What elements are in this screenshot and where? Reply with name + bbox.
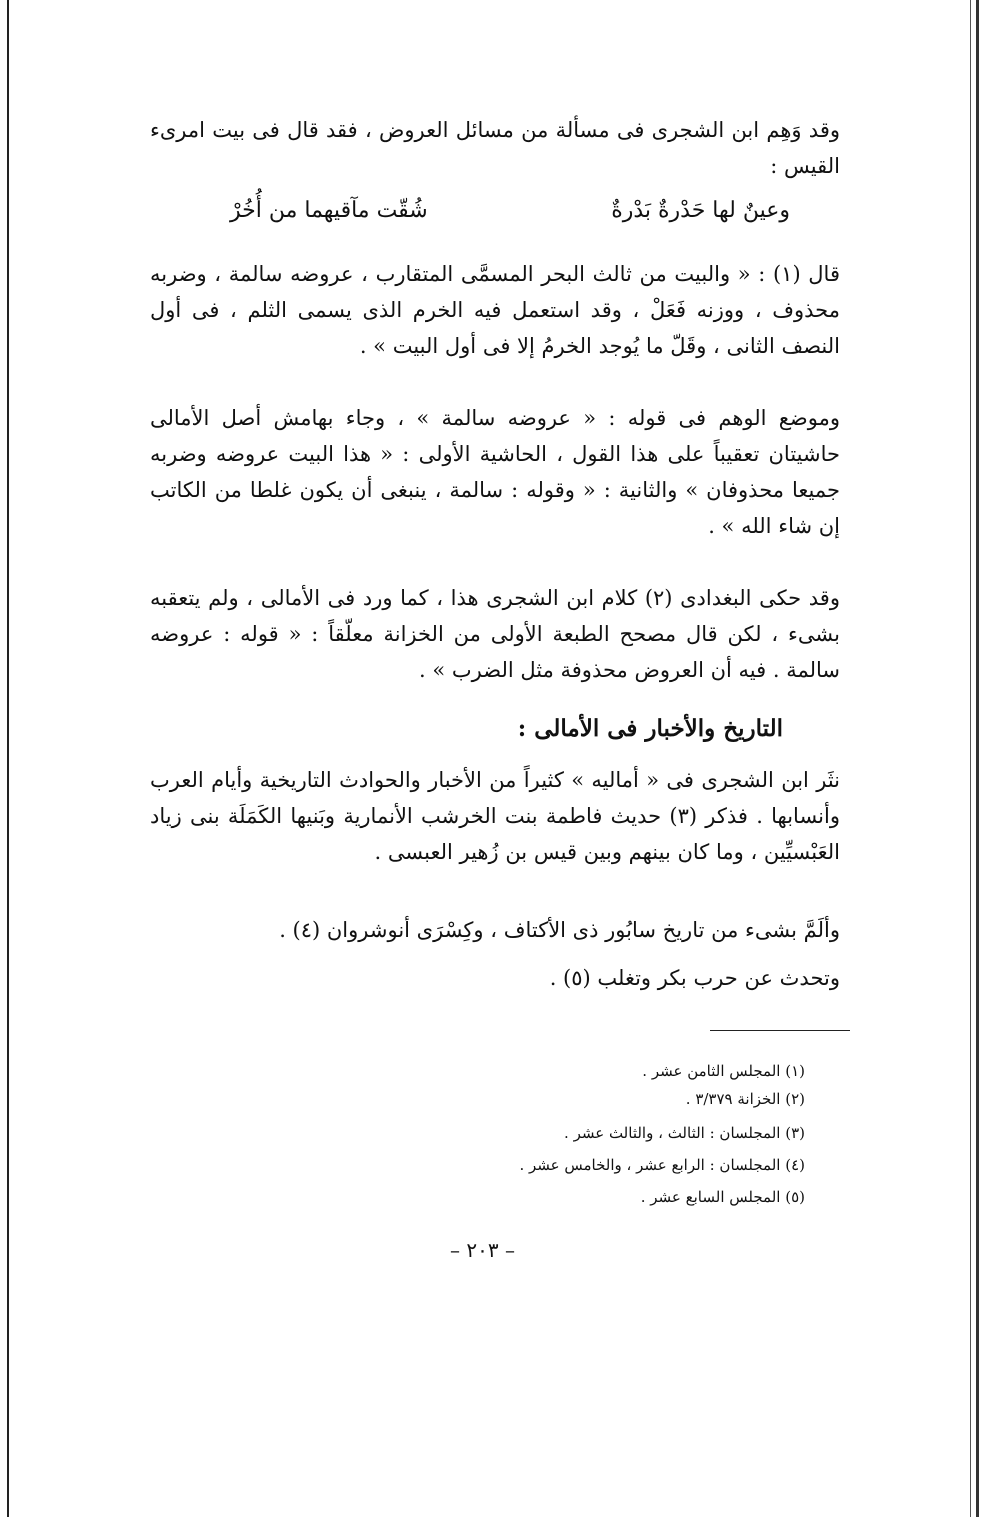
verse-second-hemistich: شُقّت مآقيهما من أُخُرْ bbox=[230, 198, 428, 223]
paragraph-bakr-taghlib: وتحدث عن حرب بكر وتغلب (٥) . bbox=[549, 966, 840, 990]
footnote-3: (٣) المجلسان : الثالث ، والثالث عشر . bbox=[564, 1124, 805, 1142]
paragraph-sabur: وألَمَّ بشىء من تاريخ سابُور ذى الأكتاف ، وكِسْرَى أنوشروان (٤) . bbox=[279, 918, 840, 942]
paragraph-history: نثَر ابن الشجرى فى « أماليه » كثيراً من الأخبار والحوادث التاريخية وأيام العرب وأنسابها . فذكر (٣) حديث فاطمة بنت الخرشب الأنمارية وبَنيها الكَمَلَة بنى زياد العَبْسيِّين ، وما كان بينهم وبين قيس بن زُهير العبسى . bbox=[150, 768, 840, 864]
footnote-1: (١) المجلس الثامن عشر . bbox=[642, 1062, 805, 1080]
footnote-2: (٢) الخزانة ٣/٣٧٩ . bbox=[685, 1090, 805, 1108]
footnote-divider bbox=[710, 1030, 850, 1031]
footnote-5: (٥) المجلس السابع عشر . bbox=[640, 1188, 805, 1206]
section-heading: التاريخ والأخبار فى الأمالى : bbox=[517, 715, 783, 742]
paragraph-intro: وقد وَهِم ابن الشجرى فى مسألة من مسائل العروض ، فقد قال فى بيت امرىء القيس : bbox=[150, 118, 840, 178]
verse-first-hemistich: وعينٌ لها حَدْرةٌ بَدْرةٌ bbox=[611, 198, 790, 223]
poetry-verse bbox=[230, 198, 790, 223]
scan-edge-right bbox=[976, 0, 979, 1517]
page-number: – ٢٠٣ – bbox=[450, 1238, 515, 1262]
paragraph-error-location: وموضع الوهم فى قوله : « عروضه سالمة » ، وجاء بهامش أصل الأمالى حاشيتان تعقيباً على هذا القول ، الحاشية الأولى : « هذا البيت عروضه وضربه جميعا محذوفان » والثانية : « وقوله : سالمة ، ينبغى أن يكون غلطا من الكاتب إن شاء الله » . bbox=[150, 406, 840, 538]
scan-edge-right-inner bbox=[970, 0, 971, 1517]
paragraph-quote: قال (١) : « والبيت من ثالث البحر المسمَّى المتقارب ، عروضه سالمة ، وضربه محذوف ، ووزنه فَعَلْ ، وقد استعمل فيه الخرم الذى يسمى الثلم ، فى أول النصف الثانى ، وقَلّ ما يُوجد الخرمُ إلا فى أول البيت » . bbox=[150, 262, 840, 358]
paragraph-baghdadi: وقد حكى البغدادى (٢) كلام ابن الشجرى هذا ، كما ورد فى الأمالى ، ولم يتعقبه بشىء ، لكن قال مصحح الطبعة الأولى من الخزانة معلّقاً : « قوله : عروضه سالمة . فيه أن العروض محذوفة مثل الضرب » . bbox=[150, 586, 840, 682]
footnote-4: (٤) المجلسان : الرابع عشر ، والخامس عشر . bbox=[519, 1156, 805, 1174]
scan-edge-left bbox=[7, 0, 9, 1517]
